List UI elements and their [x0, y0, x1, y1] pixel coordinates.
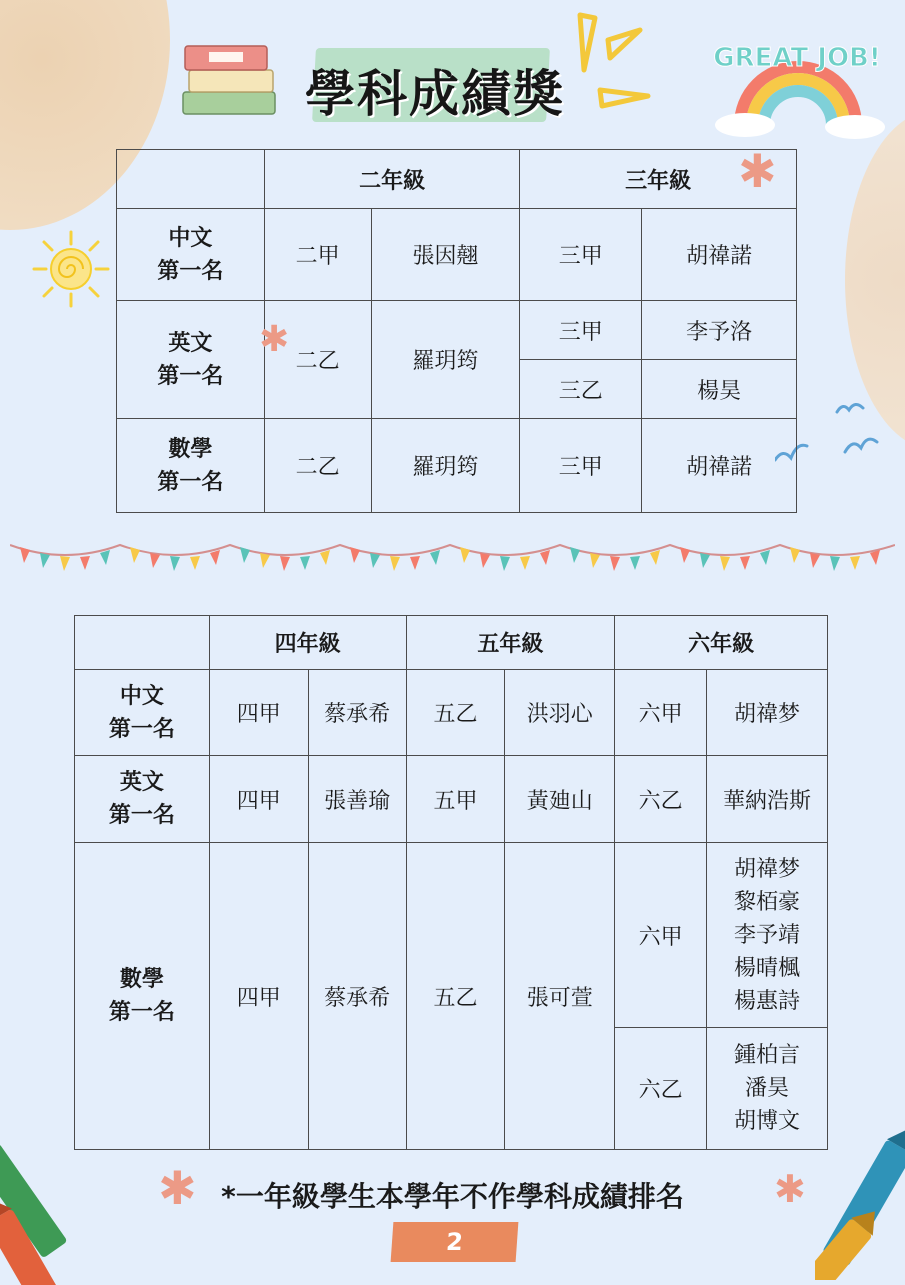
student-name-cell: 黃廸山 — [505, 756, 615, 843]
class-cell: 五乙 — [406, 843, 505, 1150]
star-decoration-icon: ✱ — [259, 319, 290, 360]
table-row — [75, 756, 828, 843]
student-name: 潘昊 — [745, 1076, 790, 1101]
table-row — [117, 301, 797, 360]
table-row — [75, 843, 828, 1028]
subject-label: 英文 — [168, 330, 213, 356]
student-name-cell: 胡禕諾 — [642, 209, 797, 301]
rank-label: 第一名 — [157, 258, 224, 284]
table-row — [117, 419, 797, 513]
class-cell: 二乙 — [264, 301, 371, 419]
grade-header: 六年級 — [615, 616, 828, 670]
class-cell: 三甲 — [520, 301, 642, 360]
grade-header: 二年級 — [264, 150, 520, 209]
class-cell: 三乙 — [520, 360, 642, 419]
student-name-cell: 張善瑜 — [308, 756, 406, 843]
rank-label: 第一名 — [108, 716, 175, 742]
class-cell: 六乙 — [615, 756, 707, 843]
student-name-cell: 張因翹 — [371, 209, 520, 301]
grade-header: 三年級 — [520, 150, 797, 209]
class-cell: 三甲 — [520, 209, 642, 301]
class-cell: 五乙 — [406, 670, 505, 756]
subject-label: 數學 — [119, 967, 164, 992]
student-name: 胡博文 — [734, 1109, 801, 1134]
subject-label: 數學 — [168, 436, 213, 462]
books-icon — [175, 40, 280, 120]
student-name: 黎栢豪 — [734, 889, 801, 915]
rank-label: 第一名 — [108, 803, 175, 828]
table-row — [117, 209, 797, 301]
subject-cell — [75, 843, 210, 1150]
student-name: 胡禕梦 — [734, 856, 801, 882]
grade-header: 五年級 — [406, 616, 615, 670]
student-name-cell: 李予洛 — [642, 301, 797, 360]
class-cell: 六甲 — [615, 670, 707, 756]
star-decoration-icon: ✱ — [738, 144, 777, 198]
class-cell: 六乙 — [615, 1028, 707, 1150]
student-name-cell: 蔡承希 — [308, 843, 406, 1150]
subject-cell — [117, 419, 265, 513]
student-name-cell: 羅玥筠 — [371, 419, 520, 513]
rank-label: 第一名 — [157, 469, 224, 495]
student-name-list-cell — [707, 1028, 828, 1150]
bunting-banner-icon — [10, 535, 895, 580]
class-cell: 二乙 — [264, 419, 371, 513]
table-header-row — [75, 616, 828, 670]
student-name: 鍾柏言 — [734, 1043, 801, 1068]
footnote: *一年級學生本學年不作學科成績排名 — [221, 1180, 684, 1213]
student-name-cell: 洪羽心 — [505, 670, 615, 756]
grade-header: 四年級 — [209, 616, 406, 670]
decorative-strokes-icon — [570, 10, 660, 110]
class-cell: 四甲 — [209, 756, 308, 843]
title-banner — [300, 40, 565, 124]
table-header-row — [117, 150, 797, 209]
subject-cell — [117, 301, 265, 419]
student-name-cell: 胡禕諾 — [642, 419, 797, 513]
student-name-cell: 胡禕梦 — [707, 670, 828, 756]
rank-label: 第一名 — [157, 363, 224, 389]
sun-icon — [32, 230, 110, 308]
awards-table-grade-4-6 — [74, 615, 828, 1150]
subject-label: 中文 — [168, 225, 213, 251]
class-cell: 四甲 — [209, 670, 308, 756]
subject-label: 英文 — [119, 770, 164, 795]
student-name: 楊惠詩 — [734, 988, 801, 1014]
student-name-list-cell — [707, 843, 828, 1028]
student-name-cell: 楊昊 — [642, 360, 797, 419]
class-cell: 三甲 — [520, 419, 642, 513]
subject-label: 中文 — [119, 683, 164, 709]
student-name-cell: 羅玥筠 — [371, 301, 520, 419]
student-name-cell: 張可萱 — [505, 843, 615, 1150]
student-name-cell: 蔡承希 — [308, 670, 406, 756]
subject-cell — [117, 209, 265, 301]
great-job-text: GREAT JOB! — [713, 43, 881, 73]
table-row — [75, 670, 828, 756]
subject-cell — [75, 670, 210, 756]
rank-label: 第一名 — [108, 1000, 175, 1025]
page-title: 學科成績獎 — [305, 65, 565, 123]
student-name-cell: 華納浩斯 — [707, 756, 828, 843]
class-cell: 五甲 — [406, 756, 505, 843]
student-name: 李予靖 — [734, 922, 801, 948]
subject-cell — [75, 756, 210, 843]
star-decoration-icon: ✱ — [774, 1167, 806, 1211]
awards-table-grade-2-3 — [116, 144, 797, 513]
student-name: 楊晴楓 — [734, 955, 801, 981]
class-cell: 六甲 — [615, 843, 707, 1028]
page-number-badge: 2 — [391, 1222, 519, 1262]
great-job-rainbow-icon — [705, 30, 890, 140]
class-cell: 四甲 — [209, 843, 308, 1150]
header-corner-cell — [75, 616, 210, 670]
class-cell: 二甲 — [264, 209, 371, 301]
star-decoration-icon: ✱ — [158, 1161, 197, 1215]
header-corner-cell — [117, 150, 265, 209]
